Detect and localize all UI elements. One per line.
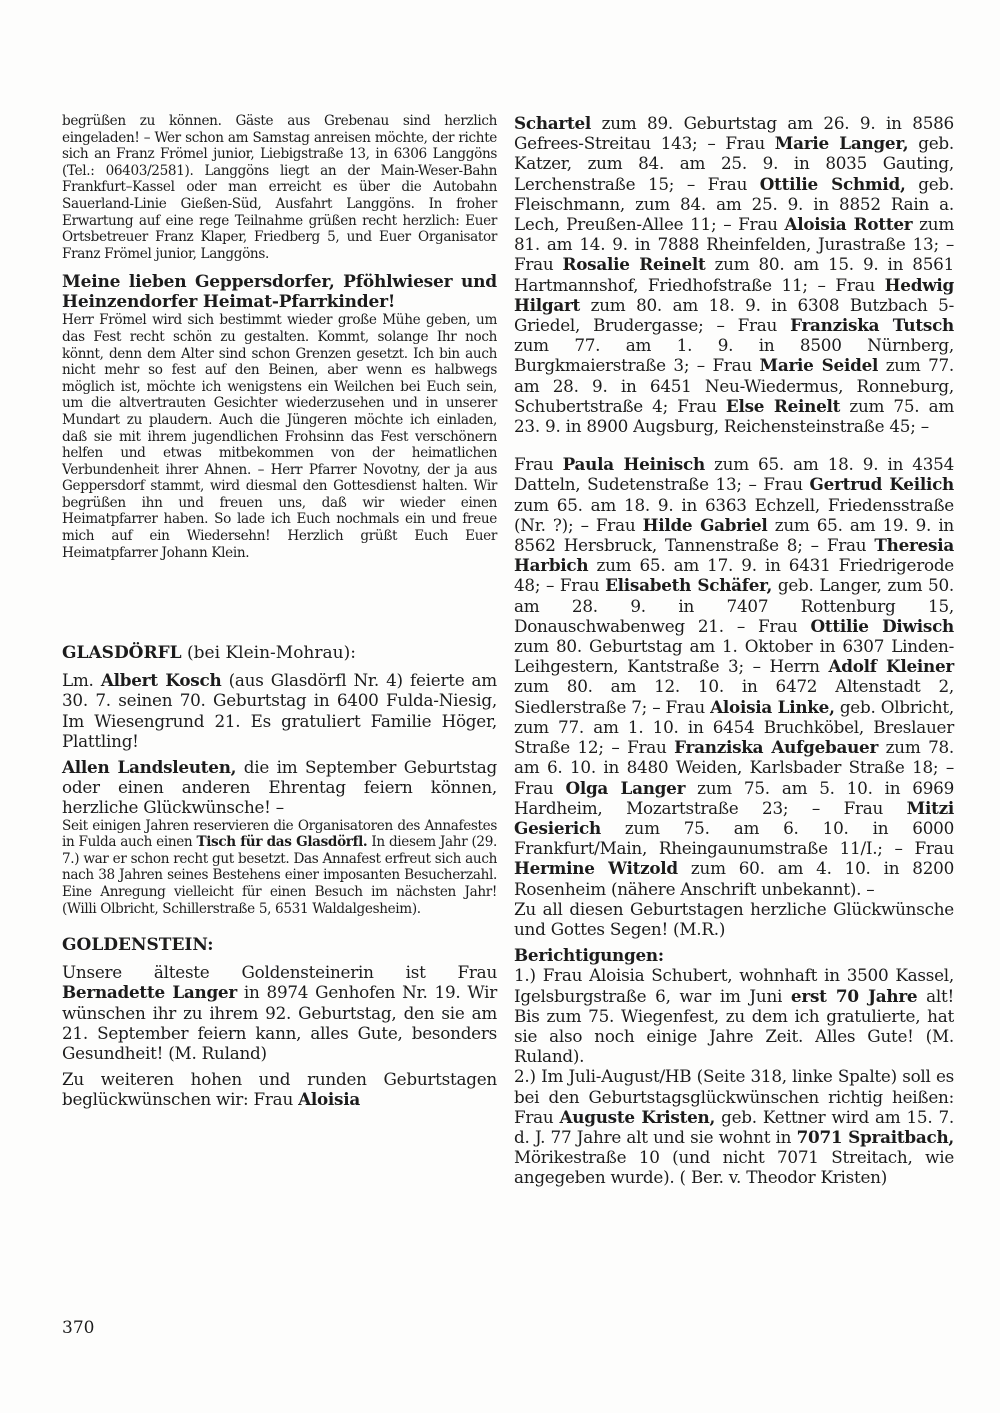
birthday-details: zum 80. Geburtstag am 1. Oktober in 6307 Linden-Leihgestern, Kantstraße 3; – Herrn [514, 636, 954, 677]
section-title-bold: GLASDÖRFL [62, 643, 182, 664]
birthday-details: zum 77. am 1. 9. in 8500 Nürnberg, Burgkmaierstraße 3; – Frau [514, 335, 954, 376]
person-name: Ottilie Schmid, [759, 173, 906, 194]
greeting-paragraph: Herr Frömel wird sich bestimmt wieder große Mühe geben, um das Fest recht schön zu gestalten. Kommt, solange Ihr noch könnt, denn dem Alter sind schon Grenzen gesetzt. Ich bin auch nicht mehr so fest auf den Beinen, aber wenn es halbwegs möglich ist, möchte ich wenigstens ein Weilchen bei Euch sein, um die altvertrauten Gesichter wiederzusehen und in unserer Mundart zu plaudern. Auch die Jüngeren möchte ich einladen, daß sie mit ihrem jugendlichen Frohsinn das Fest verschönern helfen und etwas mitbekommen von der heimatlichen Verbundenheit ihrer Ahnen. – Herr Pfarrer Novotny, der ja aus Geppersdorf stammt, wird diesmal den Gottesdienst halten. Wir begrüßen ihn und freuen uns, daß wir wieder einen Heimatpfarrer haben. So lade ich Euch nochmals ein und freue mich auf ein Wiedersehn! Herzlich grüßt Euch Euer Heimatpfarrer Johann Klein. [62, 312, 497, 561]
section-corrections [514, 945, 954, 1187]
birthday-details: zum 65. am 19. 9. in 8562 Hersbruck, Tannenstraße 8; – Frau [514, 514, 954, 556]
person-name: Olga Langer [565, 777, 686, 798]
person-name: Rosalie Reinelt [562, 254, 706, 275]
emphasis: erst 70 Jahre [790, 985, 918, 1006]
goldenstein-paragraph-1 [62, 962, 497, 1063]
person-name: Bernadette Langer [62, 982, 237, 1003]
glasdoerfl-paragraph-3 [62, 818, 497, 918]
text-run: Mörikestraße 10 (und nicht 7071 Streitach, wie angegeben wurde). ( Ber. v. Theodor Kristen) [514, 1147, 954, 1188]
correction-1 [514, 965, 954, 1066]
person-name: Mitzi Gesierich [514, 797, 954, 838]
text-run: Zu weiteren hohen und runden Geburtstagen beglückwünschen wir: Frau [62, 1069, 497, 1110]
intro-paragraph: begrüßen zu können. Gäste aus Grebenau sind herzlich eingeladen! – Wer schon am Samstag anreisen möchte, der richte sich an Franz Frömel junior, Liebigstraße 13, in 6306 Langgöns (Tel.: 06403/2581). Langgöns liegt an der Main-Weser-Bahn Frankfurt–Kassel oder man erreicht es über die Autobahn Sauerland-Linie Gießen-Süd, Ausfahrt Langgöns. In froher Erwartung auf eine rege Teilnahme grüßen recht herzlich: Euer Ortsbetreuer Franz Klaper, Friedberg 5, und Euer Organisator Franz Frömel junior, Langgöns. [62, 113, 497, 262]
birthday-list-part-2 [514, 454, 954, 898]
birthday-details: zum 80. am 18. 9. in 6308 Butzbach 5-Griedel, Brudergasse; – Frau [514, 294, 954, 336]
birthday-details: zum 80. am 15. 9. in 8561 Hartmannshof, Friedhofstraße 11; – Frau [514, 254, 954, 295]
birthday-details: geb. Olbricht, zum 77. am 1. 10. in 6454 Bruchköbel, Breslauer Straße 12; – Frau [514, 696, 954, 758]
birthday-details: zum 65. am 18. 9. in 4354 Datteln, Sudetenstraße 13; – Frau [514, 454, 955, 495]
birthday-details: zum 77. am 28. 9. in 6451 Neu-Wiedermus, Ronneburg, Schubertstraße 4; Frau [514, 355, 955, 416]
text-run: Seit einigen Jahren reservieren die Organisatoren des Annafestes in Fulda auch einen [62, 817, 497, 851]
birthday-details: zum 65. am 17. 9. in 6431 Friedrigerode 48; – Frau [514, 555, 954, 596]
person-name: Schartel [514, 113, 592, 133]
person-name: Else Reinelt [725, 395, 841, 416]
person-name: Hermine Witzold [514, 858, 678, 879]
person-name: Paula Heinisch [562, 454, 705, 475]
text-run: in 8974 Genhofen Nr. 19. Wir wünschen ihr zu ihrem 92. Geburtstag, den sie am 21. September feiern kann, alles Gute, besonders Gesundheit! (M. Ruland) [62, 982, 497, 1064]
text-run: (aus Glasdörfl Nr. 4) feierte am 30. 7. seinen 70. Geburtstag in 6400 Fulda-Niesig, Im Wiesengrund 21. Es gratuliert Familie Höger, Plattling! [62, 670, 497, 751]
text-run: In diesem Jahr (29. 7.) war er schon recht gut besetzt. Das Annafest erfreut sich auch nach 38 Jahren seines Bestehens einer imposanten Besucherzahl. Eine Anregung vielleicht für einen Besuch im nächsten Jahr! (Willi Olbricht, Schillerstraße 5, 6531 Waldalgesheim). [62, 834, 497, 917]
birthday-details: geb. Fleischmann, zum 84. am 25. 9. in 8852 Rain a. Lech, Preußen-Allee 11; – Frau [514, 173, 955, 235]
birthday-details: zum 65. am 18. 9. in 6363 Echzell, Friedensstraße (Nr. ?); – Frau [514, 494, 954, 535]
text-run: geb. Kettner wird am 15. 7. d. J. 77 Jahre alt und sie wohnt in [514, 1106, 954, 1147]
person-name: Aloisia Rotter [784, 214, 913, 235]
person-name: Adolf Kleiner [828, 656, 954, 677]
birthday-details: zum 75. am 23. 9. in 8900 Augsburg, Reichensteinstraße 45; – [514, 395, 954, 437]
birthday-details: zum 75. am 5. 10. in 6969 Hardheim, Mozartstraße 23; – Frau [514, 777, 954, 818]
goldenstein-paragraph-2 [62, 1069, 497, 1109]
section-title-rest: (bei Klein-Mohrau): [181, 643, 356, 664]
section-title-bold: Berichtigungen: [514, 945, 664, 966]
person-name: Theresia Harbich [514, 535, 954, 576]
right-column [514, 113, 954, 1188]
person-name: Hedwig Hilgart [514, 274, 954, 315]
birthday-details: zum 78. am 6. 10. in 8480 Weiden, Karlsbader Straße 18; – Frau [514, 737, 955, 798]
section-title-glasdoerfl [62, 643, 497, 664]
text-run: Lm. [62, 670, 101, 691]
person-name: Ottilie Diwisch [810, 615, 954, 636]
text-run: alt! Bis zum 75. Wiegenfest, zu dem ich gratulierte, hat sie also noch einige Jahre Zeit. Alles Gute! (M. Ruland). [514, 985, 954, 1067]
emphasis: Tisch für das Glasdörfl. [196, 834, 368, 851]
birthday-list-part-1 [514, 113, 954, 436]
page-number: 370 [62, 1318, 95, 1338]
birthday-details: zum 80. am 12. 10. in 6472 Altenstadt 2, Siedlerstraße 7; – Frau [514, 676, 954, 717]
text-run: die im September Geburtstag oder einen anderen Ehrentag feiern können, herzliche Glückwünsche! – [62, 757, 497, 818]
person-name: Marie Seidel [759, 355, 879, 376]
birthday-details: zum 89. Geburtstag am 26. 9. in 8586 Gefrees-Streitau 143; – Frau [514, 113, 954, 154]
person-name: Albert Kosch [100, 670, 222, 691]
section-glasdoerfl [62, 643, 497, 917]
birthday-details: geb. Katzer, zum 84. am 25. 9. in 8035 Gauting, Lerchenstraße 15; – Frau [514, 133, 954, 194]
left-column [62, 113, 497, 1110]
birthday-details: zum 81. am 14. 9. in 7888 Rheinfelden, Jurastraße 13; – Frau [514, 214, 954, 275]
birthday-details: geb. Langer, zum 50. am 28. 9. in 7407 Rottenburg 15, Donauschwabenweg 21. – Frau [514, 575, 954, 636]
person-name: Franziska Aufgebauer [674, 737, 879, 758]
greeting-heading: Meine lieben Geppersdorfer, Pföhlwieser und Heinzendorfer Heimat-Pfarrkinder! [62, 272, 497, 313]
person-name: Gertrud Keilich [809, 474, 955, 495]
section-goldenstein [62, 935, 497, 1109]
text-run: Frau [514, 454, 563, 475]
glasdoerfl-paragraph-1 [62, 670, 497, 751]
correction-2 [514, 1066, 954, 1187]
corrections-title [514, 945, 954, 965]
glasdoerfl-paragraph-2 [62, 757, 497, 818]
person-name: Auguste Kristen, [559, 1106, 716, 1127]
emphasis: 7071 Spraitbach, [796, 1126, 954, 1147]
person-name: Franziska Tutsch [790, 315, 954, 336]
birthday-details: zum 75. am 6. 10. in 6000 Frankfurt/Main, Rheingaunumstraße 11/I.; – Frau [514, 817, 954, 859]
person-name: Elisabeth Schäfer, [605, 575, 773, 596]
text-run: Unsere älteste Goldensteinerin ist Frau [62, 962, 497, 983]
person-name: Aloisia [298, 1089, 361, 1110]
person-name: Hilde Gabriel [642, 514, 768, 535]
closing-wish: Zu all diesen Geburtstagen herzliche Glückwünsche und Gottes Segen! (M.R.) [514, 898, 954, 939]
emphasis: Allen Landsleuten, [62, 757, 237, 778]
person-name: Marie Langer, [774, 133, 909, 154]
text-run: 1.) Frau Aloisia Schubert, wohnhaft in 3500 Kassel, Igelsburgstraße 6, war im Juni [514, 965, 954, 1006]
section-title-goldenstein [62, 935, 497, 956]
text-run: 2.) Im Juli-August/HB (Seite 318, linke Spalte) soll es bei den Geburtstagsglückwünschen richtig heißen: Frau [514, 1066, 954, 1127]
person-name: Aloisia Linke, [710, 696, 835, 717]
section-title-bold: GOLDENSTEIN: [62, 935, 214, 956]
birthday-details: zum 60. am 4. 10. in 8200 Rosenheim (nähere Anschrift unbekannt). – [514, 858, 955, 899]
